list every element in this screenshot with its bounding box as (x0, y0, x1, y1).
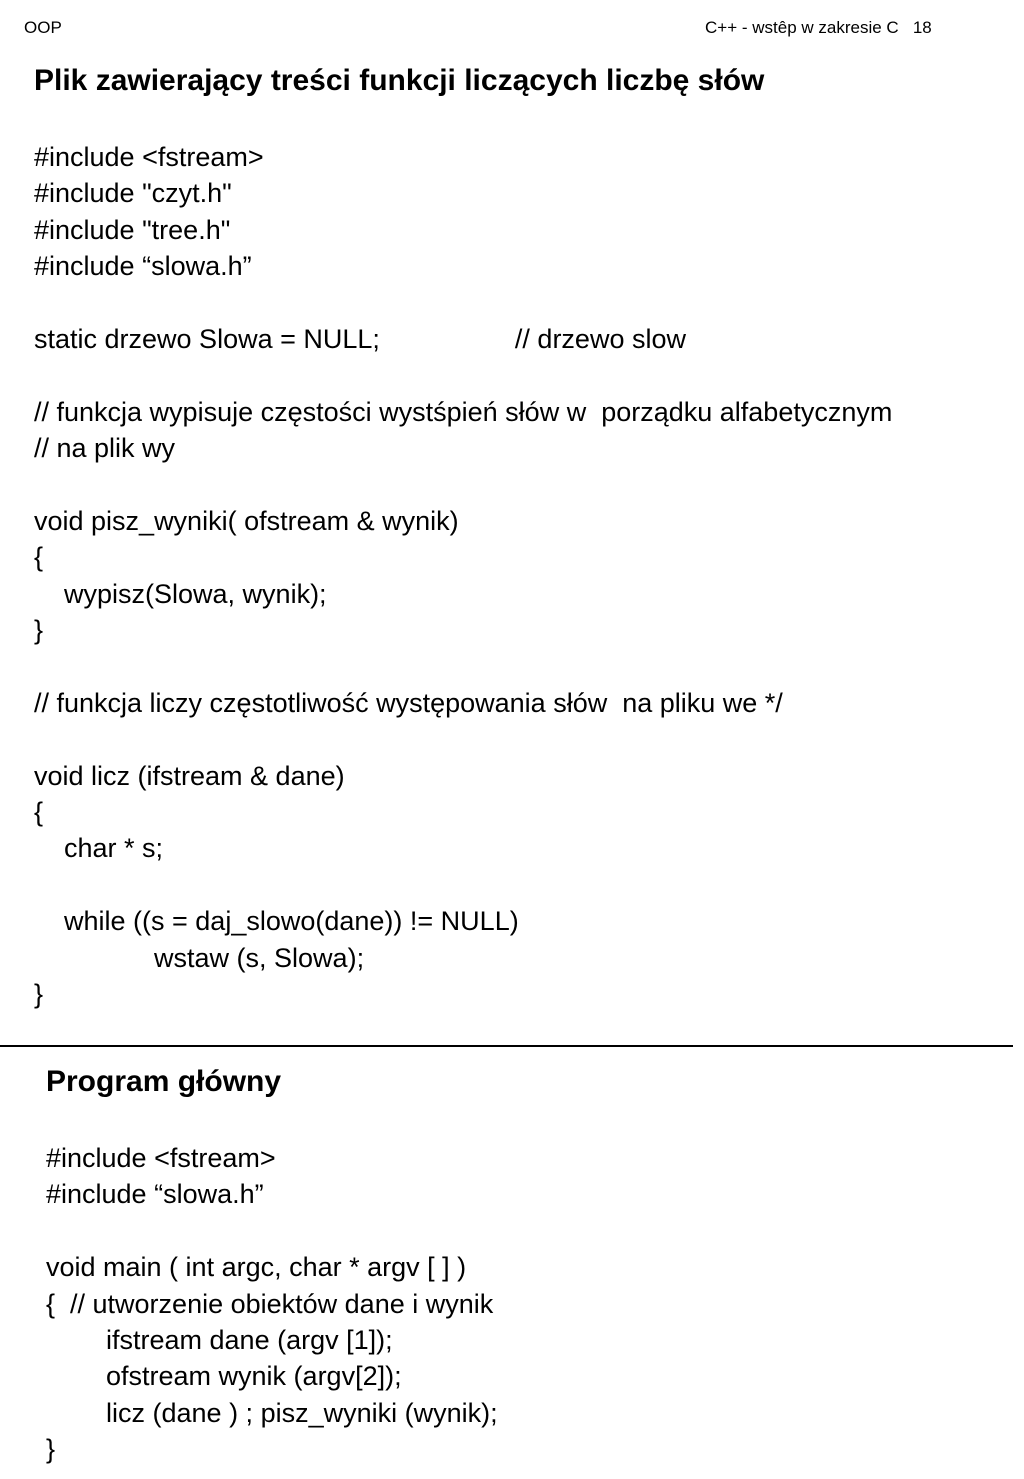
code-line: #include "czyt.h" (34, 178, 232, 209)
code-line: static drzewo Slowa = NULL; // drzewo slow (34, 323, 686, 354)
code-line: } (34, 615, 44, 646)
code-line: { (34, 542, 44, 573)
code-line: wypisz(Slowa, wynik); (34, 578, 327, 609)
code-line: // funkcja wypisuje częstości wystśpień słów w porządku alfabetycznym (34, 396, 893, 427)
code-line: #include <fstream> (46, 1143, 276, 1173)
code-line (34, 357, 892, 393)
code-line: #include <fstream> (34, 142, 264, 172)
header-slide-info: C++ - wstêp w zakresie C 18 (705, 18, 932, 37)
code-line: #include “slowa.h” (34, 251, 252, 282)
code-line: // na plik wy (34, 433, 176, 464)
section-title-word-count-file: Plik zawierający treści funkcji liczących liczbę słów (34, 64, 765, 97)
code-line: { (34, 797, 44, 828)
code-line: } (46, 1434, 56, 1465)
code-line: licz (dane ) ; pisz_wyniki (wynik); (46, 1397, 498, 1428)
section-title-main-program: Program główny (46, 1065, 282, 1098)
code-line (46, 1213, 498, 1249)
code-line (34, 721, 892, 757)
code-line: ofstream wynik (argv[2]); (46, 1361, 402, 1392)
code-line (34, 867, 892, 903)
code-line: char * s; (34, 833, 164, 864)
code-line: while ((s = daj_slowo(dane)) != NULL) (34, 906, 519, 937)
code-line: ifstream dane (argv [1]); (46, 1324, 393, 1355)
code-line: #include "tree.h" (34, 214, 231, 245)
code-line (34, 285, 892, 321)
code-line: // funkcja liczy częstotliwość występowania słów na pliku we */ (34, 687, 783, 718)
section-divider (0, 1045, 1013, 1047)
code-line: } (34, 978, 44, 1009)
code-line: void licz (ifstream & dane) (34, 760, 345, 791)
code-block-word-count-functions (34, 139, 892, 1012)
code-line: wstaw (s, Slowa); (34, 942, 365, 973)
code-line: void pisz_wyniki( ofstream & wynik) (34, 505, 459, 536)
code-line: void main ( int argc, char * argv [ ] ) (46, 1252, 467, 1283)
header-course-label: OOP (24, 18, 62, 37)
code-line (34, 467, 892, 503)
code-line (34, 648, 892, 684)
code-line: #include “slowa.h” (46, 1179, 264, 1210)
code-block-main-program (46, 1140, 498, 1468)
code-line: { // utworzenie obiektów dane i wynik (46, 1288, 494, 1319)
